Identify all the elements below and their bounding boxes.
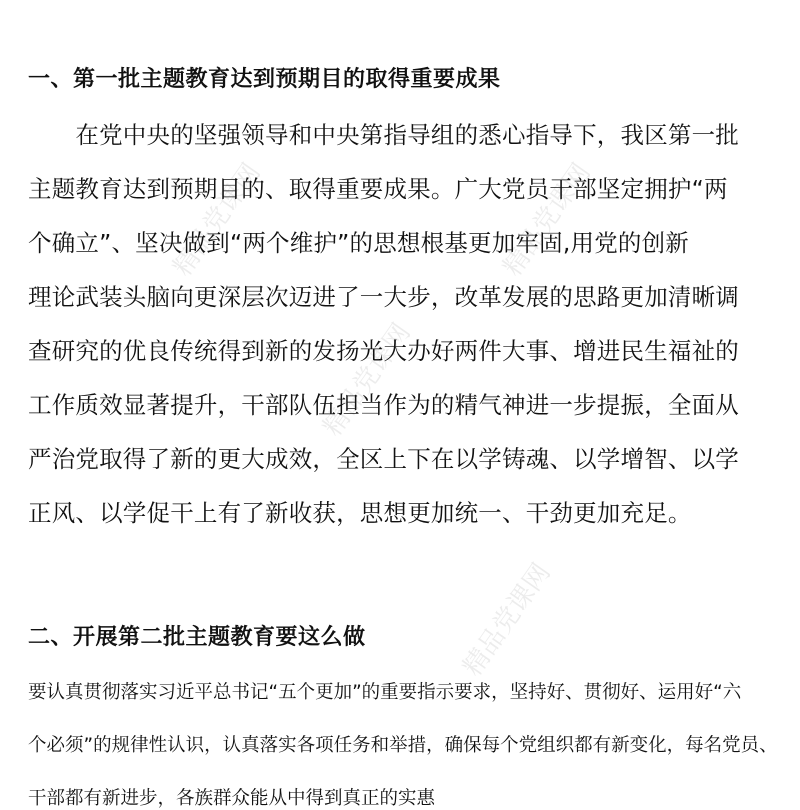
paragraph-line: 干部都有新进步，各族群众能从中得到真正的实惠 bbox=[28, 788, 436, 809]
watermark: 精品党课网 bbox=[317, 318, 417, 442]
section2-heading: 二、开展第二批主题教育要这么做 bbox=[28, 625, 366, 650]
paragraph-line: 理论武装头脑向更深层次迈进了一大步，改革发展的思路更加清晰调 bbox=[28, 283, 739, 311]
watermark: 精品党课网 bbox=[457, 558, 557, 682]
paragraph-line: 个必须”的规律性认识，认真落实各项任务和举措，确保每个党组织都有新变化，每名党员、 bbox=[28, 735, 778, 756]
watermark: 精品党课网 bbox=[167, 158, 267, 282]
paragraph-line: 查研究的优良传统得到新的发扬光大办好两件大事、增进民生福祉的 bbox=[28, 337, 739, 365]
paragraph-line: 严治党取得了新的更大成效，全区上下在以学铸魂、以学增智、以学 bbox=[28, 445, 739, 473]
watermark: 精品党课网 bbox=[497, 158, 597, 282]
section1-heading: 一、第一批主题教育达到预期目的取得重要成果 bbox=[28, 67, 501, 92]
paragraph-line: 在党中央的坚强领导和中央第指导组的悉心指导下，我区第一批 bbox=[28, 121, 739, 149]
paragraph-line: 正风、以学促干上有了新收获，思想更加统一、干劲更加充足。 bbox=[28, 499, 692, 527]
paragraph-line: 主题教育达到预期目的、取得重要成果。广大党员干部坚定拥护“两 bbox=[28, 175, 728, 203]
paragraph-line: 要认真贯彻落实习近平总书记“五个更加”的重要指示要求，坚持好、贯彻好、运用好“六 bbox=[28, 682, 742, 703]
paragraph-line: 工作质效显著提升，干部队伍担当作为的精气神进一步提振，全面从 bbox=[28, 391, 739, 419]
paragraph-line: 个确立”、坚决做到“两个维护”的思想根基更加牢固,用党的创新 bbox=[28, 229, 689, 257]
